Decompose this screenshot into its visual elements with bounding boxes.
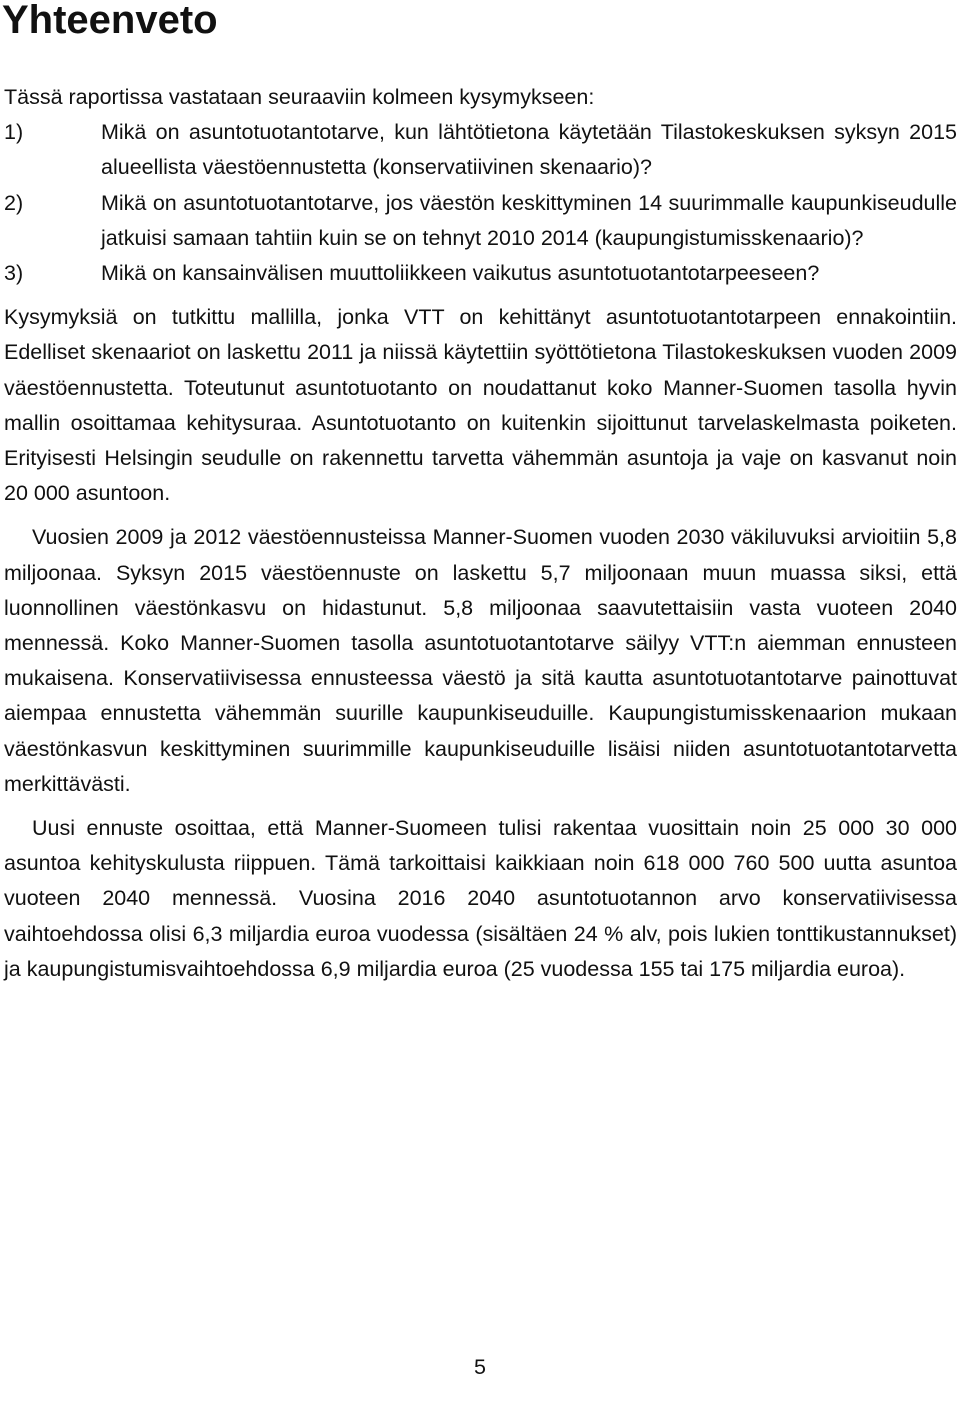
page-number: 5	[474, 1355, 486, 1379]
intro-paragraph: Tässä raportissa vastataan seuraaviin kolmeen kysymykseen:	[4, 85, 595, 109]
question-text: Mikä on asuntotuotantotarve, kun lähtötietona käytetään Tilastokeskuksen syksyn 2015 alueellista väestöennustetta (konservatiivinen skenaario)?	[101, 120, 957, 180]
body-paragraph: Vuosien 2009 ja 2012 väestöennusteissa Manner-Suomen vuoden 2030 väkiluvuksi arvioitiin 5,8 miljoonaa. Syksyn 2015 väestöennuste on laskettu 5,7 miljoonaan muun muassa siksi, että luonnollinen väestönkasvu on hidastunut. 5,8 miljoonaa saavutettaisiin vasta vuoteen 2040 mennessä. Koko Manner-Suomen tasolla asuntotuotantotarve säilyy VTT:n aiemman ennusteen mukaisena. Konservatiivisessa ennusteessa väestö ja sitä kautta asuntotuotantotarve painottuvat aiempaa ennustetta vähemmän suurille kaupunkiseuduille. Kaupungistumisskenaarion mukaan väestönkasvun keskittyminen suurimmille kaupunkiseuduille lisäisi niiden asuntotuotantotarvetta merkittävästi.	[4, 525, 957, 796]
question-number: 3)	[4, 261, 24, 286]
body-paragraph: Kysymyksiä on tutkittu mallilla, jonka VTT on kehittänyt asuntotuotantotarpeen ennakointiin. Edelliset skenaariot on laskettu 2011 ja niissä käytettiin syöttötietona Tilastokeskuksen vuoden 2009 väestöennustetta. Toteutunut asuntotuotanto on noudattanut koko Manner-Suomen tasolla hyvin mallin osoittamaa kehitysuraa. Asuntotuotanto on kuitenkin sijoittunut tarvelaskelmasta poiketen. Erityisesti Helsingin seudulle on rakennettu tarvetta vähemmän asuntoja ja vaje on kasvanut noin 20 000 asuntoon.	[4, 305, 957, 506]
question-list	[4, 115, 957, 291]
spacer	[4, 511, 957, 520]
spacer	[4, 291, 957, 300]
question-item	[4, 256, 957, 291]
question-number: 1)	[4, 120, 24, 145]
page-heading: Yhteenveto	[2, 0, 218, 42]
body-paragraph: Uusi ennuste osoittaa, että Manner-Suomeen tulisi rakentaa vuosittain noin 25 000 30 000 asuntoa kehityskulusta riippuen. Tämä tarkoittaisi kaikkiaan noin 618 000 760 500 uutta asuntoa vuoteen 2040 mennessä. Vuosina 2016 2040 asuntotuotannon arvo konservatiivisessa vaihtoehdossa olisi 6,3 miljardia euroa vuodessa (sisältäen 24 % alv, pois lukien tonttikustannukset) ja kaupungistumisvaihtoehdossa 6,9 miljardia euroa (25 vuodessa 155 tai 175 miljardia euroa).	[4, 816, 957, 981]
question-item	[4, 186, 957, 256]
question-number: 2)	[4, 190, 24, 215]
question-text: Mikä on kansainvälisen muuttoliikkeen vaikutus asuntotuotantotarpeeseen?	[101, 261, 820, 286]
question-item	[4, 115, 957, 185]
spacer	[4, 802, 957, 811]
document-body	[4, 80, 957, 987]
question-text: Mikä on asuntotuotantotarve, jos väestön keskittyminen 14 suurimmalle kaupunkiseudulle jatkuisi samaan tahtiin kuin se on tehnyt 2010 2014 (kaupungistumisskenaario)?	[101, 190, 957, 250]
